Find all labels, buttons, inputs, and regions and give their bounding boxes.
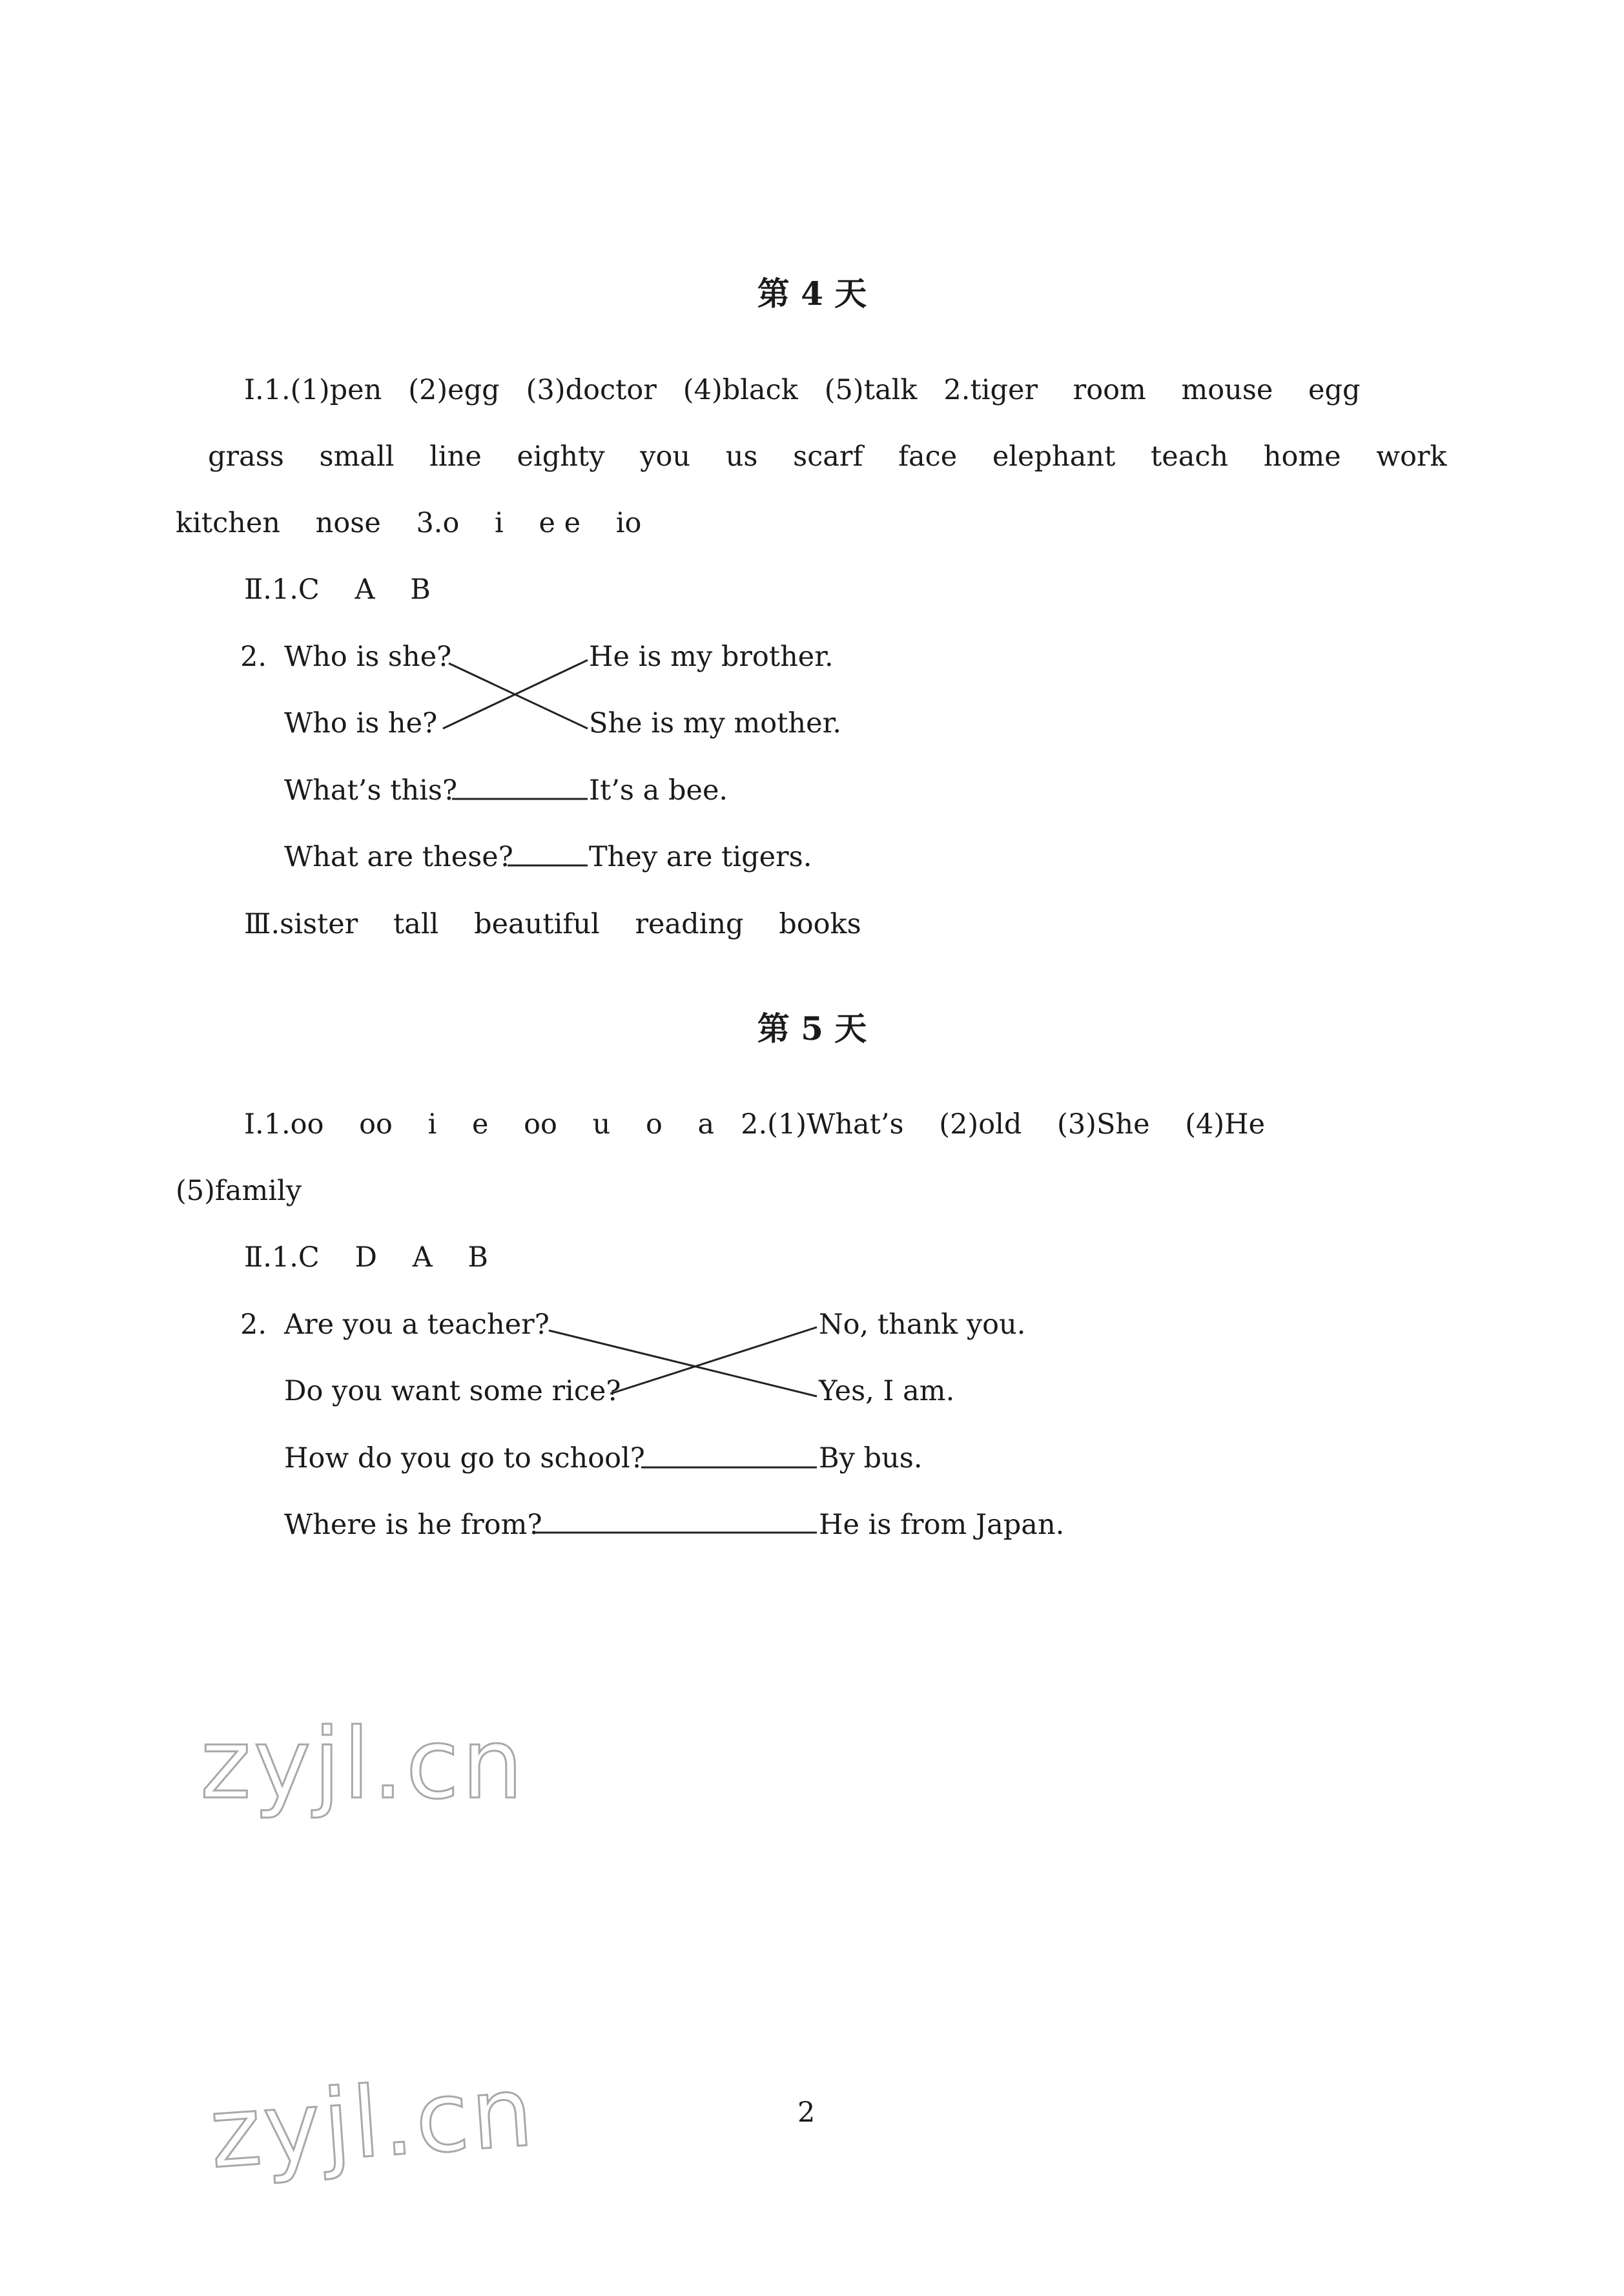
day5-answer-2: Yes, I am. — [819, 1375, 955, 1407]
day5-question-1: Are you a teacher? — [284, 1308, 550, 1341]
day4-question-2: Who is he? — [284, 707, 438, 739]
day4-section2-line1: Ⅱ.1.C A B — [244, 574, 431, 606]
day4-question-3: What’s this? — [284, 774, 458, 807]
day5-line-rice-nothanks — [610, 1327, 817, 1394]
watermark-1: zyjl.cn — [200, 1708, 526, 1821]
day5-section2-line1: Ⅱ.1.C D A B — [244, 1241, 488, 1274]
day4-answer-4: They are tigers. — [589, 841, 812, 873]
day5-section1-line2: (5)family — [176, 1175, 302, 1207]
day5-question-3: How do you go to school? — [284, 1442, 645, 1474]
day5-question-2: Do you want some rice? — [284, 1375, 621, 1407]
day4-title: 第 4 天 — [757, 274, 867, 313]
day4-section1-line3: kitchen nose 3.o i e e io — [176, 507, 642, 539]
page-number: 2 — [797, 2096, 816, 2129]
day4-match-number: 2. — [240, 641, 267, 673]
day4-section3: Ⅲ.sister tall beautiful reading books — [244, 908, 861, 940]
day4-question-1: Who is she? — [284, 641, 452, 673]
day5-question-4: Where is he from? — [284, 1509, 542, 1541]
watermark-2: zyjl.cn — [206, 2055, 539, 2191]
day5-title: 第 5 天 — [757, 1009, 867, 1048]
day4-answer-1: He is my brother. — [589, 641, 834, 673]
day4-answer-3: It’s a bee. — [589, 774, 728, 807]
day4-line-she-mother — [449, 663, 588, 729]
day5-answer-4: He is from Japan. — [819, 1509, 1065, 1541]
day4-question-4: What are these? — [284, 841, 513, 873]
day5-match-number: 2. — [240, 1308, 267, 1341]
day4-section1-line1: Ⅰ.1.(1)pen (2)egg (3)doctor (4)black (5)talk 2.tiger room mouse egg — [244, 374, 1361, 406]
day5-answer-3: By bus. — [819, 1442, 923, 1474]
day5-section1-line1: Ⅰ.1.oo oo i e oo u o a 2.(1)What’s (2)old (3)She (4)He — [244, 1108, 1266, 1141]
day4-answer-2: She is my mother. — [589, 707, 842, 739]
day5-answer-1: No, thank you. — [819, 1308, 1026, 1341]
day4-section1-line2: grass small line eighty you us scarf face elephant teach home work — [208, 440, 1447, 473]
